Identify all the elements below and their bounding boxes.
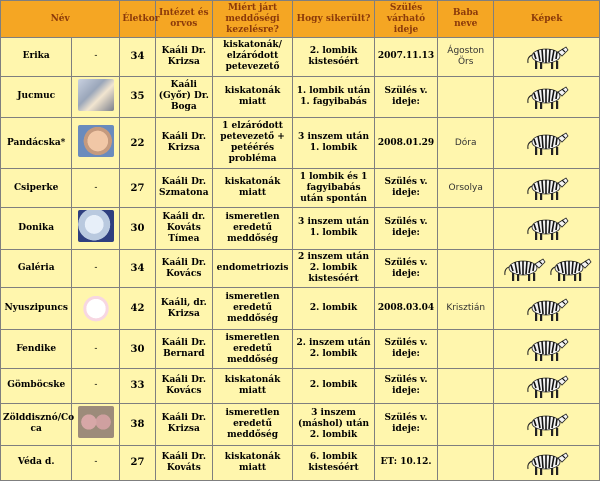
age-value: 30 <box>120 330 155 369</box>
member-name: Zölddisznó/Co ca <box>1 403 72 445</box>
success-method: 1 lombik és 1 fagyibabás után spontán <box>293 169 375 208</box>
zebra-icon <box>524 43 570 71</box>
pictures-cell <box>494 330 600 369</box>
header-row <box>1 1 600 38</box>
due-date: Szülés v. ideje: <box>375 330 438 369</box>
table-row <box>1 288 600 330</box>
pictures-cell <box>494 38 600 77</box>
header-why: Miért járt meddőségi kezelésre? <box>213 1 293 38</box>
baby-name <box>437 445 493 480</box>
member-name: Nyuszipuncs <box>1 288 72 330</box>
baby-name: Krisztián <box>437 288 493 330</box>
table-row <box>1 207 600 249</box>
treatment-reason: endometriozis <box>213 249 293 288</box>
table-row <box>1 445 600 480</box>
age-value: 27 <box>120 169 155 208</box>
treatment-reason: ismeretlen eredetű meddőség <box>213 330 293 369</box>
institute-doctor: Kaáli Dr. Kovács <box>155 368 213 403</box>
success-method: 2 inszem után 2. lombik kistesóért <box>293 249 375 288</box>
avatar <box>78 406 114 438</box>
institute-doctor: Kaáli Dr. Kováts <box>155 445 213 480</box>
table-row <box>1 76 600 118</box>
avatar-cell <box>72 76 120 118</box>
table-row <box>1 118 600 169</box>
success-method: 3 inszem után 1. lombik <box>293 207 375 249</box>
header-baby: Baba neve <box>437 1 493 38</box>
header-institute: Intézet és orvos <box>155 1 213 38</box>
avatar-cell <box>72 207 120 249</box>
avatar-cell: - <box>72 169 120 208</box>
success-method: 1. lombik után 1. fagyibabás <box>293 76 375 118</box>
institute-doctor: Kaáli dr. Kováts Tímea <box>155 207 213 249</box>
avatar <box>78 79 114 111</box>
member-name: Véda d. <box>1 445 72 480</box>
header-how: Hogy sikerült? <box>293 1 375 38</box>
success-method: 2. lombik <box>293 288 375 330</box>
treatment-reason: kiskatonák miatt <box>213 445 293 480</box>
success-method: 2. lombik kistesóért <box>293 38 375 77</box>
age-value: 27 <box>120 445 155 480</box>
baby-name <box>437 368 493 403</box>
institute-doctor: Kaáli Dr. Kovács <box>155 249 213 288</box>
member-name: Jucmuc <box>1 76 72 118</box>
avatar-cell: - <box>72 249 120 288</box>
institute-doctor: Kaáli Dr. Szmatona <box>155 169 213 208</box>
success-method: 6. lombik kistesóért <box>293 445 375 480</box>
treatment-reason: ismeretlen eredetű meddőség <box>213 403 293 445</box>
age-value: 34 <box>120 249 155 288</box>
treatment-reason: 1 elzáródott petevezető + petéérés probléma <box>213 118 293 169</box>
institute-doctor: Kaáli (Győr) Dr. Boga <box>155 76 213 118</box>
pictures-cell <box>494 118 600 169</box>
pictures-cell <box>494 403 600 445</box>
age-value: 42 <box>120 288 155 330</box>
treatment-reason: kiskatonák miatt <box>213 76 293 118</box>
zebra-icon <box>524 372 570 400</box>
header-age: Életkor <box>120 1 155 38</box>
baby-name: Orsolya <box>437 169 493 208</box>
institute-doctor: Kaáli Dr. Krizsa <box>155 38 213 77</box>
zebra-icon <box>501 255 547 283</box>
age-value: 22 <box>120 118 155 169</box>
zebra-icon <box>524 129 570 157</box>
zebra-icon <box>524 174 570 202</box>
success-method: 2. inszem után 2. lombik <box>293 330 375 369</box>
institute-doctor: Kaáli Dr. Krizsa <box>155 403 213 445</box>
treatment-reason: ismeretlen eredetű meddőség <box>213 288 293 330</box>
due-date: Szülés v. ideje: <box>375 403 438 445</box>
member-name: Pandácska* <box>1 118 72 169</box>
member-name: Csiperke <box>1 169 72 208</box>
due-date: Szülés v. ideje: <box>375 368 438 403</box>
zebra-icon <box>524 295 570 323</box>
due-date: 2008.03.04 <box>375 288 438 330</box>
age-value: 35 <box>120 76 155 118</box>
avatar <box>78 291 114 323</box>
due-date: Szülés v. ideje: <box>375 169 438 208</box>
table-row <box>1 169 600 208</box>
table-row <box>1 38 600 77</box>
member-name: Gömböcske <box>1 368 72 403</box>
age-value: 33 <box>120 368 155 403</box>
pictures-cell <box>494 169 600 208</box>
due-date: Szülés v. ideje: <box>375 76 438 118</box>
due-date: 2007.11.13 <box>375 38 438 77</box>
zebra-icon <box>547 255 593 283</box>
pictures-cell <box>494 288 600 330</box>
avatar <box>78 125 114 157</box>
pictures-cell <box>494 368 600 403</box>
due-date: Szülés v. ideje: <box>375 249 438 288</box>
member-name: Donika <box>1 207 72 249</box>
avatar-cell <box>72 288 120 330</box>
age-value: 38 <box>120 403 155 445</box>
institute-doctor: Kaáli Dr. Bernard <box>155 330 213 369</box>
avatar-cell: - <box>72 38 120 77</box>
institute-doctor: Kaáli Dr. Krizsa <box>155 118 213 169</box>
treatment-reason: kiskatonák miatt <box>213 368 293 403</box>
header-pics: Képek <box>494 1 600 38</box>
zebra-icon <box>524 83 570 111</box>
avatar <box>78 210 114 242</box>
baby-name <box>437 403 493 445</box>
success-method: 2. lombik <box>293 368 375 403</box>
table-row <box>1 403 600 445</box>
table-row <box>1 330 600 369</box>
baby-name <box>437 249 493 288</box>
institute-doctor: Kaáli, dr. Krizsa <box>155 288 213 330</box>
baby-name: Dóra <box>437 118 493 169</box>
baby-name: Ágoston Örs <box>437 38 493 77</box>
age-value: 30 <box>120 207 155 249</box>
treatment-reason: ismeretlen eredetű meddőség <box>213 207 293 249</box>
success-method: 3 inszem (máshol) után 2. lombik <box>293 403 375 445</box>
pictures-cell <box>494 445 600 480</box>
age-value: 34 <box>120 38 155 77</box>
member-name: Fendike <box>1 330 72 369</box>
success-method: 3 inszem után 1. lombik <box>293 118 375 169</box>
avatar-cell <box>72 118 120 169</box>
avatar-cell: - <box>72 368 120 403</box>
pictures-cell <box>494 249 600 288</box>
treatment-reason: kiskatonák miatt <box>213 169 293 208</box>
avatar-cell <box>72 403 120 445</box>
table-row <box>1 368 600 403</box>
baby-name <box>437 330 493 369</box>
baby-name <box>437 76 493 118</box>
due-date: ET: 10.12. <box>375 445 438 480</box>
header-due: Szülés várható ideje <box>375 1 438 38</box>
zebra-icon <box>524 410 570 438</box>
due-date: 2008.01.29 <box>375 118 438 169</box>
treatment-reason: kiskatonák/ elzáródott petevezető <box>213 38 293 77</box>
baby-name <box>437 207 493 249</box>
header-name: Név <box>1 1 120 38</box>
pictures-cell <box>494 76 600 118</box>
member-name: Galéria <box>1 249 72 288</box>
zebra-icon <box>524 335 570 363</box>
pictures-cell <box>494 207 600 249</box>
avatar-cell: - <box>72 330 120 369</box>
zebra-icon <box>524 449 570 477</box>
zebra-icon <box>524 214 570 242</box>
member-name: Erika <box>1 38 72 77</box>
avatar-cell: - <box>72 445 120 480</box>
table-row <box>1 249 600 288</box>
due-date: Szülés v. ideje: <box>375 207 438 249</box>
